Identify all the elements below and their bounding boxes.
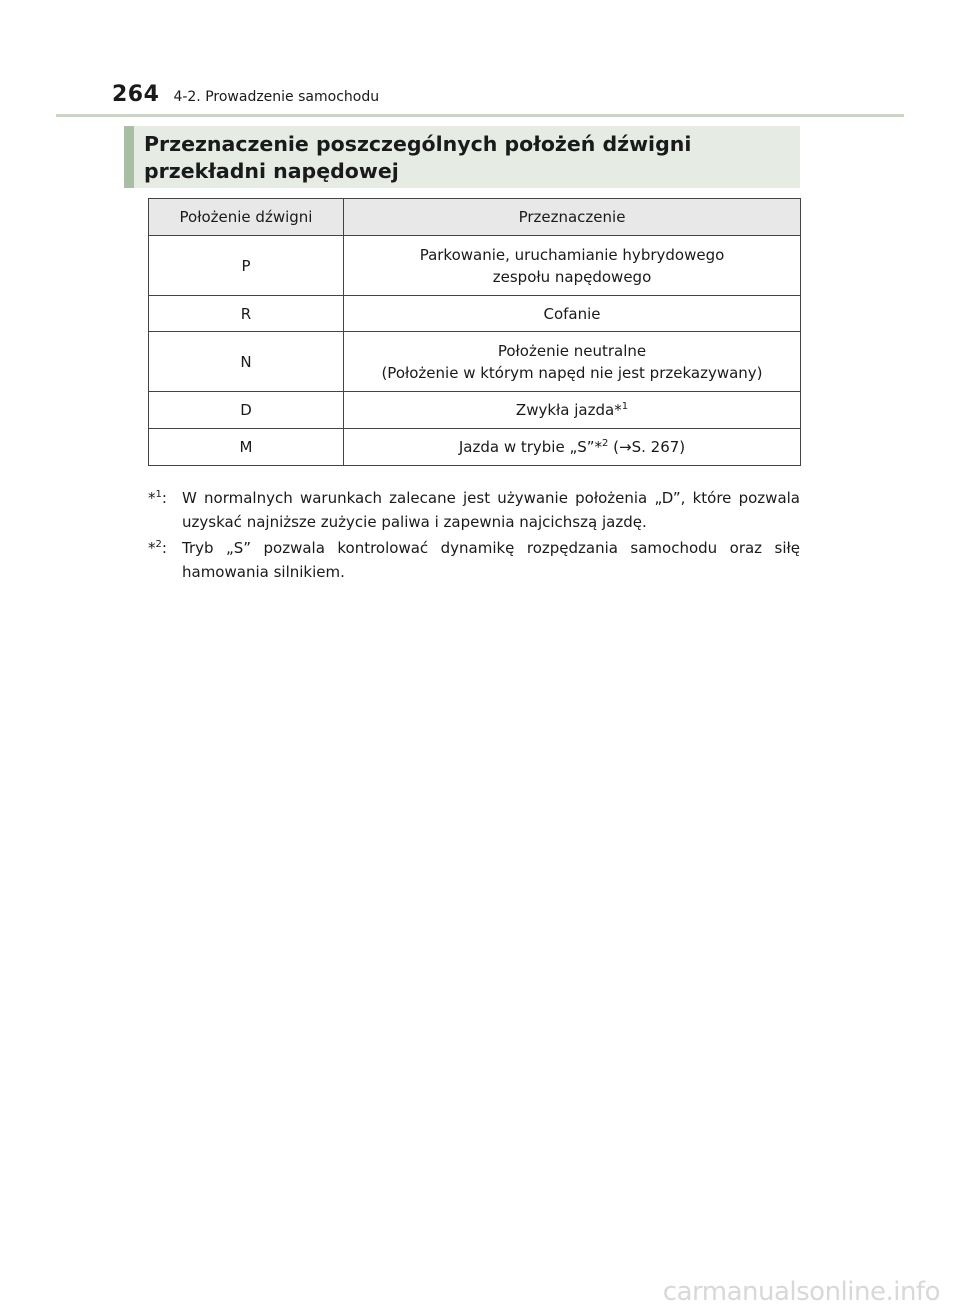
purpose-text: Jazda w trybie „S” [458, 438, 595, 456]
position-cell: P [149, 236, 344, 296]
section-title: Przeznaczenie poszczególnych położeń dźwigni przekładni napędowej [144, 132, 692, 183]
purpose-cell [344, 429, 801, 466]
footnote-ref-number: 1 [621, 401, 629, 412]
table-header-row [149, 199, 801, 236]
watermark: carmanualsonline.info [662, 1277, 940, 1307]
footnote-marker: *$^2$: [148, 539, 167, 557]
footnote [148, 486, 800, 534]
purpose-cell [344, 332, 801, 392]
footnote [148, 536, 800, 584]
table-row [149, 296, 801, 332]
footnote-marker: *$^1$: [148, 489, 167, 507]
purpose-text: Zwykła jazda [515, 401, 615, 419]
purpose-line: Cofanie [543, 304, 601, 323]
header-divider [56, 114, 904, 117]
footnote-text: Tryb „S” pozwala kontrolować dynamikę rozpędzania samochodu oraz siłę hamowania silnikiem. [182, 539, 800, 581]
page-reference-link[interactable]: (→S. 267) [608, 438, 686, 456]
purpose-line: (Położenie w którym napęd nie jest przekazywany) [381, 363, 763, 382]
position-cell: M [149, 429, 344, 466]
footnote-ref-mark: * [594, 438, 603, 456]
purpose-cell [344, 296, 801, 332]
footnote-ref-mark: * [614, 401, 622, 419]
section-heading-box [124, 126, 800, 188]
footnote-mark: * [148, 489, 156, 507]
table-row [149, 392, 801, 429]
page-number: 264 [112, 82, 160, 107]
table-row [149, 236, 801, 296]
footnote-number: 2 [155, 539, 162, 550]
position-cell: D [149, 392, 344, 429]
footnotes [148, 486, 800, 586]
purpose-line: Parkowanie, uruchamianie hybrydowego [419, 245, 725, 264]
page-header [112, 82, 379, 107]
purpose-cell [344, 236, 801, 296]
column-header-purpose: Przeznaczenie [344, 199, 801, 236]
position-cell: N [149, 332, 344, 392]
purpose-line: zespołu napędowego [492, 267, 652, 286]
shift-lever-table [148, 198, 801, 466]
table-row [149, 332, 801, 392]
purpose-cell [344, 392, 801, 429]
footnote-text: W normalnych warunkach zalecane jest używanie położenia „D”, które pozwala uzyskać najniższe zużycie paliwa i zapewnia najcichszą jazdę. [182, 489, 800, 531]
chapter-title: 4-2. Prowadzenie samochodu [173, 89, 380, 105]
purpose-line: Położenie neutralne [497, 341, 647, 360]
footnote-mark: * [148, 539, 156, 557]
footnote-ref-number: 2 [602, 438, 609, 449]
footnote-number: 1 [155, 489, 162, 500]
position-cell: R [149, 296, 344, 332]
column-header-position: Położenie dźwigni [149, 199, 344, 236]
table-row [149, 429, 801, 466]
